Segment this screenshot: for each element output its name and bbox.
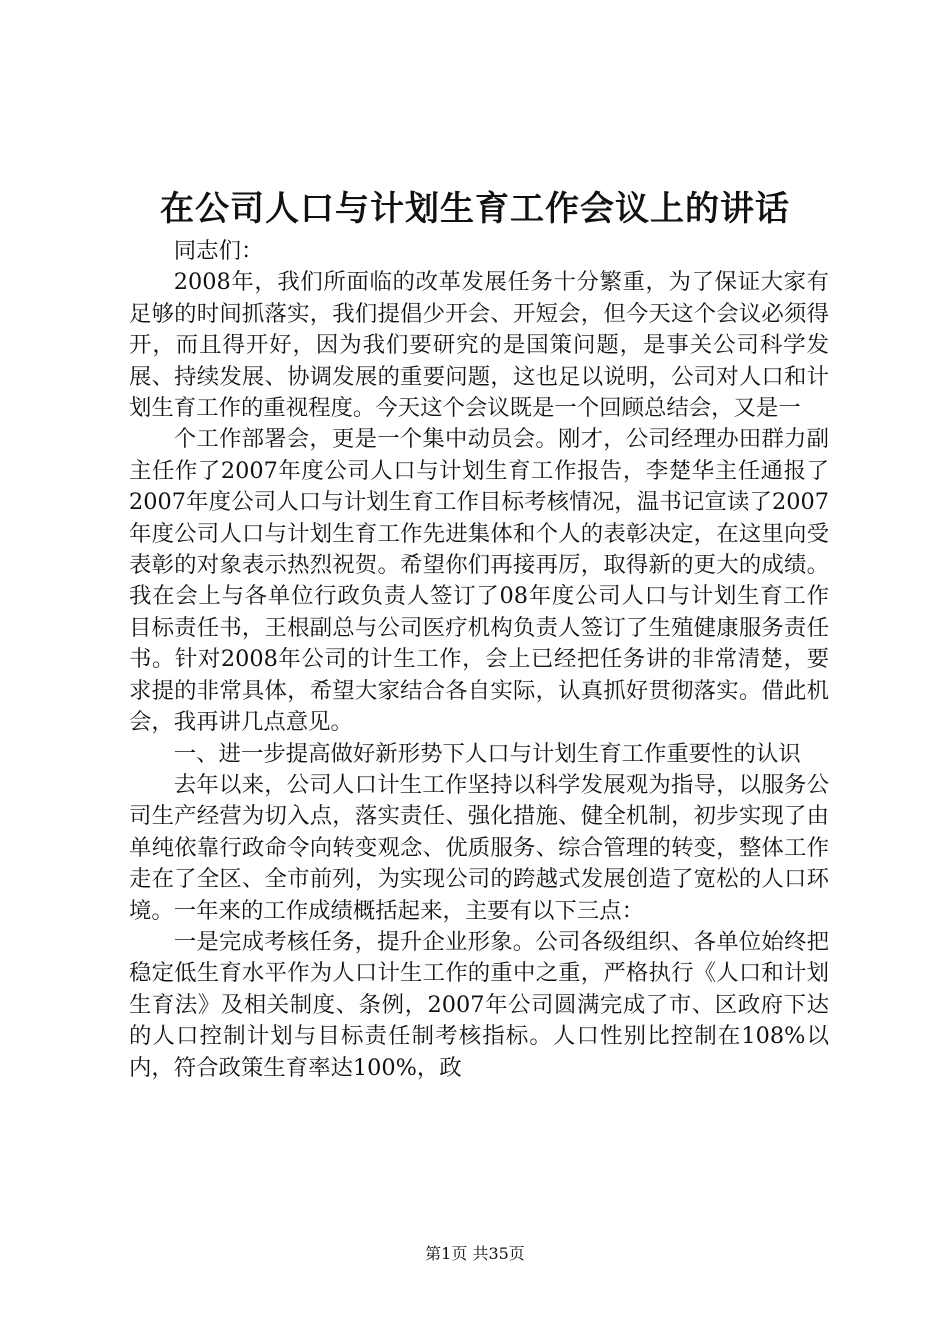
- page-footer: [0, 1243, 950, 1265]
- page-number: 第1页 共35页: [425, 1244, 525, 1263]
- section-heading-1: 一、进一步提高做好新形势下人口与计划生育工作重要性的认识: [173, 740, 801, 767]
- body-paragraph-2: 个工作部署会，更是一个集中动员会。刚才，公司经理办田群力副主任作了2007年度公司人口与计划生育工作报告，李楚华主任通报了2007年度公司人口与计划生育工作目标考核情况，温书记宣读了2007年度公司人口与计划生育工作先进集体和个人的表彰决定，在这里向受表彰的对象表示热烈祝贺。希望你们再接再厉，取得新的更大的成绩。我在会上与各单位行政负责人签订了08年度公司人口与计划生育工作目标责任书，王根副总与公司医疗机构负责人签订了生殖健康服务责任书。针对2008年公司的计生工作，会上已经把任务讲的非常清楚，要求提的非常具体，希望大家结合各自实际，认真抓好贯彻落实。借此机会，我再讲几点意见。: [129, 426, 829, 736]
- greeting-paragraph: 同志们：: [173, 238, 264, 264]
- body-paragraph-3: 去年以来，公司人口计生工作坚持以科学发展观为指导，以服务公司生产经营为切入点，落实责任、强化措施、健全机制，初步实现了由单纯依靠行政命令向转变观念、优质服务、综合管理的转变，整体工作走在了全区、全市前列，为实现公司的跨越式发展创造了宽松的人口环境。一年来的工作成绩概括起来，主要有以下三点：: [129, 771, 829, 924]
- document-body: [129, 236, 829, 1084]
- body-paragraph-1: 2008年，我们所面临的改革发展任务十分繁重，为了保证大家有足够的时间抓落实，我们提倡少开会、开短会，但今天这个会议必须得开，而且得开好，因为我们要研究的是国策问题，是事关公司科学发展、持续发展、协调发展的重要问题，这也足以说明，公司对人口和计划生育工作的重视程度。今天这个会议既是一个回顾总结会，又是一: [129, 269, 829, 422]
- document-title: 在公司人口与计划生育工作会议上的讲话: [160, 189, 790, 229]
- body-paragraph-4: 一是完成考核任务，提升企业形象。公司各级组织、各单位始终把稳定低生育水平作为人口计生工作的重中之重，严格执行《人口和计划生育法》及相关制度、条例，2007年公司圆满完成了市、区政府下达的人口控制计划与目标责任制考核指标。人口性别比控制在108%以内，符合政策生育率达100%，政: [129, 928, 829, 1081]
